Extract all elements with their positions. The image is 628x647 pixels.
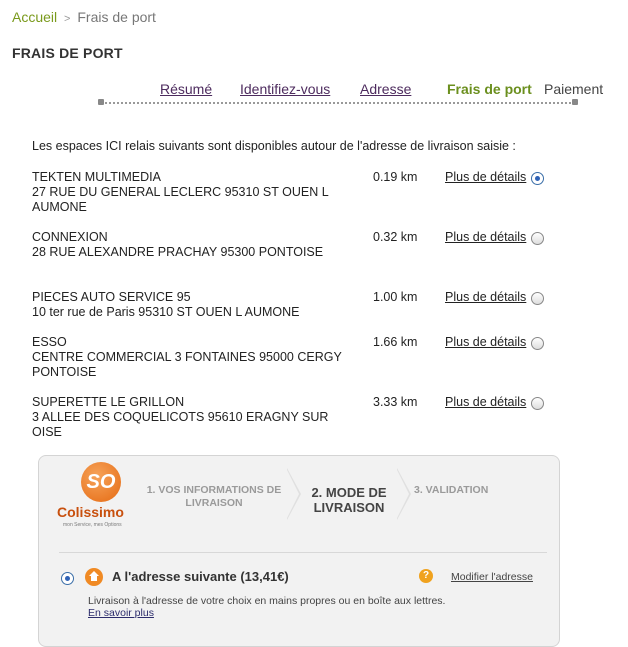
relay-radio[interactable] xyxy=(531,172,544,185)
relay-name: SUPERETTE LE GRILLON xyxy=(32,395,185,409)
relay-address: 10 ter rue de Paris 95310 ST OUEN L AUMONE xyxy=(32,305,300,319)
relay-item xyxy=(32,230,592,260)
step-adresse[interactable]: Adresse xyxy=(360,81,412,97)
relay-item xyxy=(32,395,592,440)
delivery-option-title: A l'adresse suivante (13,41€) xyxy=(112,569,289,584)
colissimo-header xyxy=(39,456,559,540)
page-title: FRAIS DE PORT xyxy=(12,45,123,61)
relay-name: CONNEXION xyxy=(32,230,108,244)
relay-address: CENTRE COMMERCIAL 3 FONTAINES 95000 CERGY PONTOISE xyxy=(32,350,342,379)
step-resume[interactable]: Résumé xyxy=(160,81,213,97)
colissimo-step-infos: 1. VOS INFORMATIONS DE LIVRAISON xyxy=(146,484,282,509)
relay-address: 3 ALLEE DES COQUELICOTS 95610 ERAGNY SUR OISE xyxy=(32,410,329,439)
relay-distance: 0.32 km xyxy=(373,230,418,244)
chevron-inner xyxy=(397,470,409,518)
modify-address-link[interactable]: Modifier l'adresse xyxy=(451,571,533,583)
relay-radio[interactable] xyxy=(531,292,544,305)
step-frais-de-port: Frais de port xyxy=(447,81,532,97)
relay-address: 28 RUE ALEXANDRE PRACHAY 95300 PONTOISE xyxy=(32,245,324,259)
relay-item xyxy=(32,290,592,320)
relay-distance: 1.00 km xyxy=(373,290,418,304)
relay-details-link[interactable]: Plus de détails xyxy=(445,170,527,184)
chevron-inner xyxy=(287,470,299,518)
delivery-option-text: Livraison à l'adresse de votre choix en mains propres ou en boîte aux lettres. xyxy=(88,595,446,607)
steps-end-marker xyxy=(572,99,578,105)
home-icon xyxy=(85,568,103,586)
relay-name: ESSO xyxy=(32,335,67,349)
relay-item xyxy=(32,170,592,215)
breadcrumb-separator: > xyxy=(64,13,71,25)
relay-details-link[interactable]: Plus de détails xyxy=(445,395,527,409)
colissimo-panel xyxy=(38,455,560,647)
relay-item xyxy=(32,335,592,380)
relay-details-link[interactable]: Plus de détails xyxy=(445,335,527,349)
colissimo-divider xyxy=(59,552,547,553)
breadcrumb-home-link[interactable]: Accueil xyxy=(12,9,58,25)
learn-more-link[interactable]: En savoir plus xyxy=(88,607,154,619)
steps-dotted-line xyxy=(102,102,574,104)
relay-distance: 1.66 km xyxy=(373,335,418,349)
relay-distance: 0.19 km xyxy=(373,170,418,184)
breadcrumb-current: Frais de port xyxy=(77,9,156,25)
step-identifiez-vous[interactable]: Identifiez-vous xyxy=(240,81,331,97)
relay-distance: 3.33 km xyxy=(373,395,418,409)
relay-intro-text: Les espaces ICI relais suivants sont disponibles autour de l'adresse de livraison saisie : xyxy=(32,139,516,153)
relay-details-link[interactable]: Plus de détails xyxy=(445,230,527,244)
relay-radio[interactable] xyxy=(531,397,544,410)
delivery-option-description xyxy=(88,595,528,619)
steps-start-marker xyxy=(98,99,104,105)
relay-name: TEKTEN MULTIMEDIA xyxy=(32,170,161,184)
delivery-option-radio[interactable] xyxy=(61,572,74,585)
relay-radio[interactable] xyxy=(531,232,544,245)
step-paiement: Paiement xyxy=(544,81,604,97)
so-badge-icon: SO xyxy=(81,462,121,502)
colissimo-step-validation: 3. VALIDATION xyxy=(414,484,489,496)
relay-address: 27 RUE DU GENERAL LECLERC 95310 ST OUEN L AUMONE xyxy=(32,185,329,214)
breadcrumb xyxy=(12,9,156,25)
colissimo-brand: Colissimo xyxy=(57,504,124,520)
checkout-steps xyxy=(98,80,604,110)
colissimo-step-mode: 2. MODE DE LIVRAISON xyxy=(311,485,387,515)
colissimo-logo xyxy=(57,462,157,532)
relay-radio[interactable] xyxy=(531,337,544,350)
help-icon[interactable]: ? xyxy=(419,569,433,583)
relay-details-link[interactable]: Plus de détails xyxy=(445,290,527,304)
colissimo-tagline: mon Service, mes Options xyxy=(63,522,122,528)
relay-name: PIECES AUTO SERVICE 95 xyxy=(32,290,191,304)
